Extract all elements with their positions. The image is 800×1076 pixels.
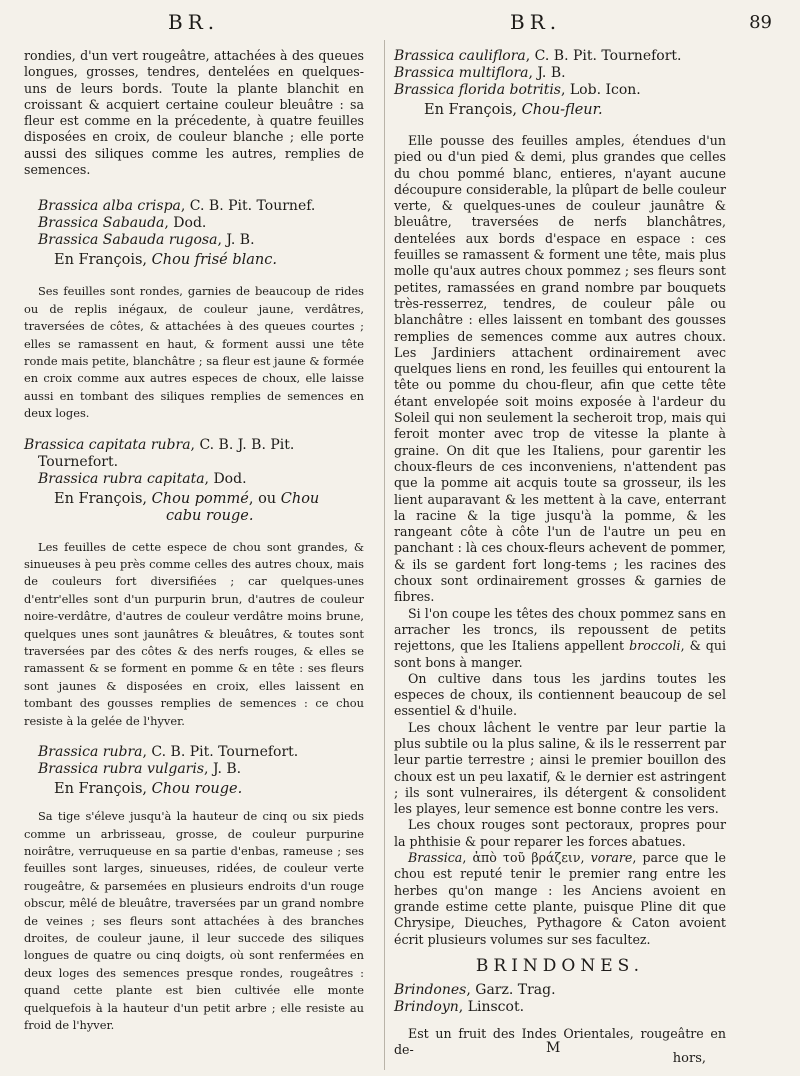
paragraph: On cultive dans tous les jardins toutes les especes de choux, ils contiennent beaucoup de sel essentiel & d'huile. xyxy=(394,670,726,719)
synonym-entry: Brindones, Garz. Trag. xyxy=(394,981,556,998)
paragraph: Ses feuilles sont rondes, garnies de beaucoup de rides ou de replis inégaux, de couleur jaune, verdâtres, traversées de côtes, & attachées à des queues courtes ; elles se ramassent en haut, & forment aussi une tête ronde mais petite, blanchâtre ; sa fleur est jaune & formée en croix comme aux autres especes de choux, elle laisse aussi en tombant des siliques remplies de semences en deux loges. xyxy=(24,284,364,421)
catchword: hors, xyxy=(672,1051,706,1066)
synonym-entry: Brassica alba crispa, C. B. Pit. Tournef. xyxy=(38,198,316,215)
french-name: En François, Chou pommé, ou Chou cabu rouge. xyxy=(54,490,320,524)
french-name: En François, Chou-fleur. xyxy=(424,102,603,118)
french-name: En François, Chou frisé blanc. xyxy=(54,252,277,269)
paragraph: Sa tige s'éleve jusqu'à la hauteur de cinq ou six pieds comme un arbrisseau, grosse, de couleur purpurine noirâtre, verruqueuse en sa partie d'enbas, rameuse ; ses feuilles sont larges, sinueuses, ridées, de couleur verte rougeâtre, & parsemées en plusieurs endroits d'un rouge obscur, mêlé de bleuâtre, traversées par un grand nombre de veines ; ses fleurs sont attachées à des branches droites, de couleur jaune, il leur succede des siliques longues de quatre ou cinq doigts, où sont renfermées en deux loges des semences presque rondes, rougeâtres : quand cette plante est bien cultivée elle monte quelquefois à la hauteur d'un petit arbre ; elle resiste au froid de l'hyver. xyxy=(24,809,364,1032)
section-heading: BRINDONES. xyxy=(475,955,645,976)
page-number: 89 xyxy=(749,12,772,33)
paragraph: Les feuilles de cette espece de chou sont grandes, & sinueuses à peu près comme celles des autres choux, mais de couleurs fort diversifiées ; car quelques-unes d'entr'elles sont d'un purpurin brun, d'autres de couleur noire-verdâtre, d'autres de couleur verdâtre moins brune, quelques unes sont jaunâtres & bleuâtres, & toutes sont traversées par des côtes & des nerfs rouges, & elles se ramassent & se forment en pomme & en tête : ses fleurs sont jaunes & disposées en croix, elles laissent en tombant des gousses remplies de semences : ce chou resiste à la gelée de l'hyver. xyxy=(24,539,364,728)
paragraph: Les choux rouges sont pectoraux, propres pour la phthisie & pour reparer les forces abatues. xyxy=(394,817,726,849)
paragraph: Si l'on coupe les têtes des choux pommez sans en arracher les troncs, ils repoussent de petits rejettons, que les Italiens appellent broccoli, & qui sont bons à manger. xyxy=(394,605,727,670)
synonym-entry: Brassica multiflora, J. B. xyxy=(394,65,566,81)
synonym-entry: Brassica rubra capitata, Dod. xyxy=(38,470,247,487)
running-head-right: BR. xyxy=(510,10,562,34)
paragraph: Est un fruit des Indes Orientales, rougeâtre en de- xyxy=(394,1025,726,1058)
right-column xyxy=(394,48,726,1058)
synonym-entry: Brassica capitata rubra, C. B. J. B. Pit. Tournefort. xyxy=(24,436,295,470)
synonym-entry: Brassica cauliflora, C. B. Pit. Tournefort. xyxy=(394,48,682,64)
synonym-entry: Brassica rubra vulgaris, J. B. xyxy=(38,761,242,778)
french-name: En François, Chou rouge. xyxy=(54,781,243,798)
column-divider xyxy=(384,40,385,1070)
synonym-entry: Brassica rubra, C. B. Pit. Tournefort. xyxy=(38,744,299,761)
synonym-entry: Brindoyn, Linscot. xyxy=(394,998,525,1015)
synonym-entry: Brassica Sabauda, Dod. xyxy=(38,215,207,232)
paragraph: Les choux lâchent le ventre par leur partie la plus subtile ou la plus saline, & ils le resserrent par leur partie terrestre ; ainsi le premier bouillon des choux est un peu laxatif, & le dernier est astringent ; ils sont vulneraires, ils détergent & consolident les playes, leur semence est bonne contre les vers. xyxy=(394,719,726,817)
paragraph-continued: rondies, d'un vert rougeâtre, attachées à des queues longues, grosses, tendres, dentelées en quelques-uns de leurs bords. Toute la plante blanchit en croissant & acquiert certaine couleur bleuâtre : sa fleur est comme en la précedente, à quatre feuilles disposées en croix, de couleur blanche ; elle porte aussi des siliques comme les autres, remplies de semences. xyxy=(24,48,364,178)
left-column xyxy=(24,48,364,1034)
paragraph: Elle pousse des feuilles amples, étendues d'un pied ou d'un pied & demi, plus grandes que celles du chou pommé blanc, entieres, n'ayant aucune découpure considerable, la plûpart de belle couleur verte, & quelques-unes de couleur jaunâtre & bleuâtre, traversées de nerfs blanchâtres, dentelées aux bords d'espace en espace : ces feuilles se ramassent & forment une tête, mais plus molle qu'aux autres choux pommez ; ses fleurs sont petites, ramassées en grand nombre par bouquets très-resserrez, tendres, de couleur pâle ou blanchâtre : elles laissent en tombant des gousses remplies de semences comme aux autres choux. Les Jardiniers attachent ordinairement avec quelques liens en rond, les feuilles qui entourent la tête ou pomme du chou-fleur, afin que cette tête étant envelopée soit moins exposée à l'ardeur du Soleil qui non seulement la secheroit trop, mais qui feroit monter avec trop de vitesse la plante à graine. On dit que les Italiens, pour garentir les choux-fleurs de ces inconveniens, n'attendent pas que la pomme ait acquis toute sa grosseur, ils les lient auparavant & les mettent à la cave, enterrant la racine & la tige jusqu'à la pomme, & les rangeant côte à côte l'un de l'autre un peu en panchant : là ces choux-fleurs achevent de pommer, & ils se gardent fort long-tems ; les racines des choux sont ordinairement grosses & garnies de fibres. xyxy=(394,133,726,605)
synonym-entry: Brassica florida botritis, Lob. Icon. xyxy=(394,82,641,98)
paragraph: Brassica, ἀπὸ τοῦ βράζειν, vorare, parce que le chou est reputé tenir le premier rang entre les herbes qu'on mange : les Anciens avoient en grande estime cette plante, puisque Pline dit que Chrysipe, Dieuches, Pythagore & Caton avoient écrit plusieurs volumes sur ses facultez. xyxy=(394,850,726,947)
signature-mark: M xyxy=(546,1040,561,1056)
synonym-entry: Brassica Sabauda rugosa, J. B. xyxy=(38,232,255,249)
running-head-left: BR. xyxy=(168,10,220,34)
